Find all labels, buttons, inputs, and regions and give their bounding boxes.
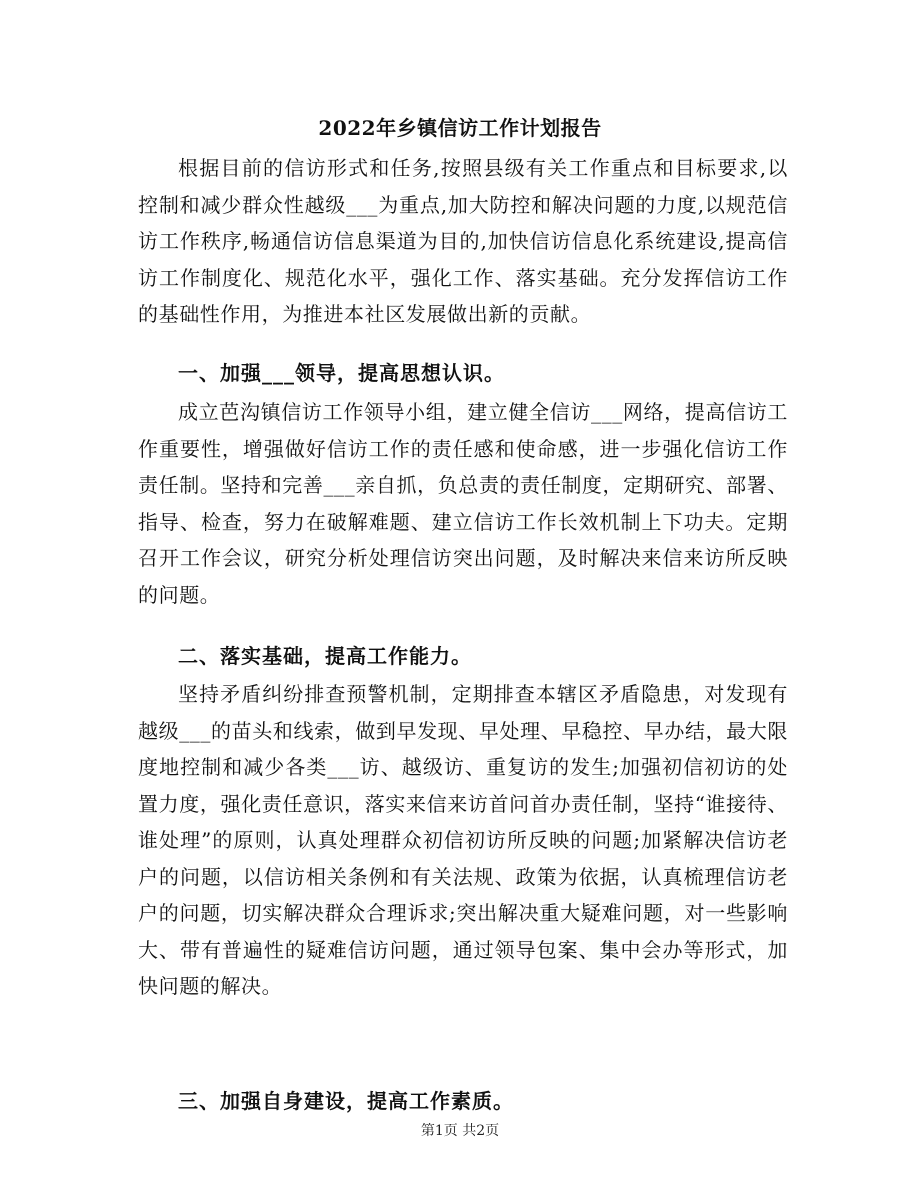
page-indicator: 第1页 共2页: [420, 1123, 500, 1139]
section-heading-3: 三、加强自身建设，提高工作素质。: [178, 1089, 514, 1113]
document-title: 2022年乡镇信访工作计划报告: [318, 116, 602, 140]
paragraph-section-2: 坚持矛盾纠纷排查预警机制，定期排查本辖区矛盾隐患，对发现有越级___的苗头和线索，做到早发现、早处理、早稳控、早办结，最大限度地控制和减少各类___访、越级访、重复访的发生;加强初信初访的处置力度，强化责任意识，落实来信来访首问首办责任制，坚持“谁接待、谁处理”的原则，认真处理群众初信初访所反映的问题;加紧解决信访老户的问题，以信访相关条例和有关法规、政策为依据，认真梳理信访老户的问题，切实解决群众合理诉求;突出解决重大疑难问题，对一些影响大、带有普遍性的疑难信访问题，通过领导包案、集中会办等形式，加快问题的解决。: [138, 682, 788, 998]
paragraph-intro: 根据目前的信访形式和任务,按照县级有关工作重点和目标要求,以控制和减少群众性越级___为重点,加大防控和解决问题的力度,以规范信访工作秩序,畅通信访信息渠道为目的,加快信访信息化系统建设,提高信访工作制度化、规范化水平，强化工作、落实基础。充分发挥信访工作的基础性作用，为推进本社区发展做出新的贡献。: [138, 156, 788, 326]
section-heading-2: 二、落实基础，提高工作能力。: [178, 644, 472, 668]
section-heading-1: 一、加强___领导，提高思想认识。: [178, 361, 505, 385]
paragraph-section-1: 成立芭沟镇信访工作领导小组，建立健全信访___网络，提高信访工作重要性，增强做好信访工作的责任感和使命感，进一步强化信访工作责任制。坚持和完善___亲自抓，负总责的责任制度，定期研究、部署、指导、检查，努力在破解难题、建立信访工作长效机制上下功夫。定期召开工作会议，研究分析处理信访突出问题，及时解决来信来访所反映的问题。: [138, 400, 788, 607]
